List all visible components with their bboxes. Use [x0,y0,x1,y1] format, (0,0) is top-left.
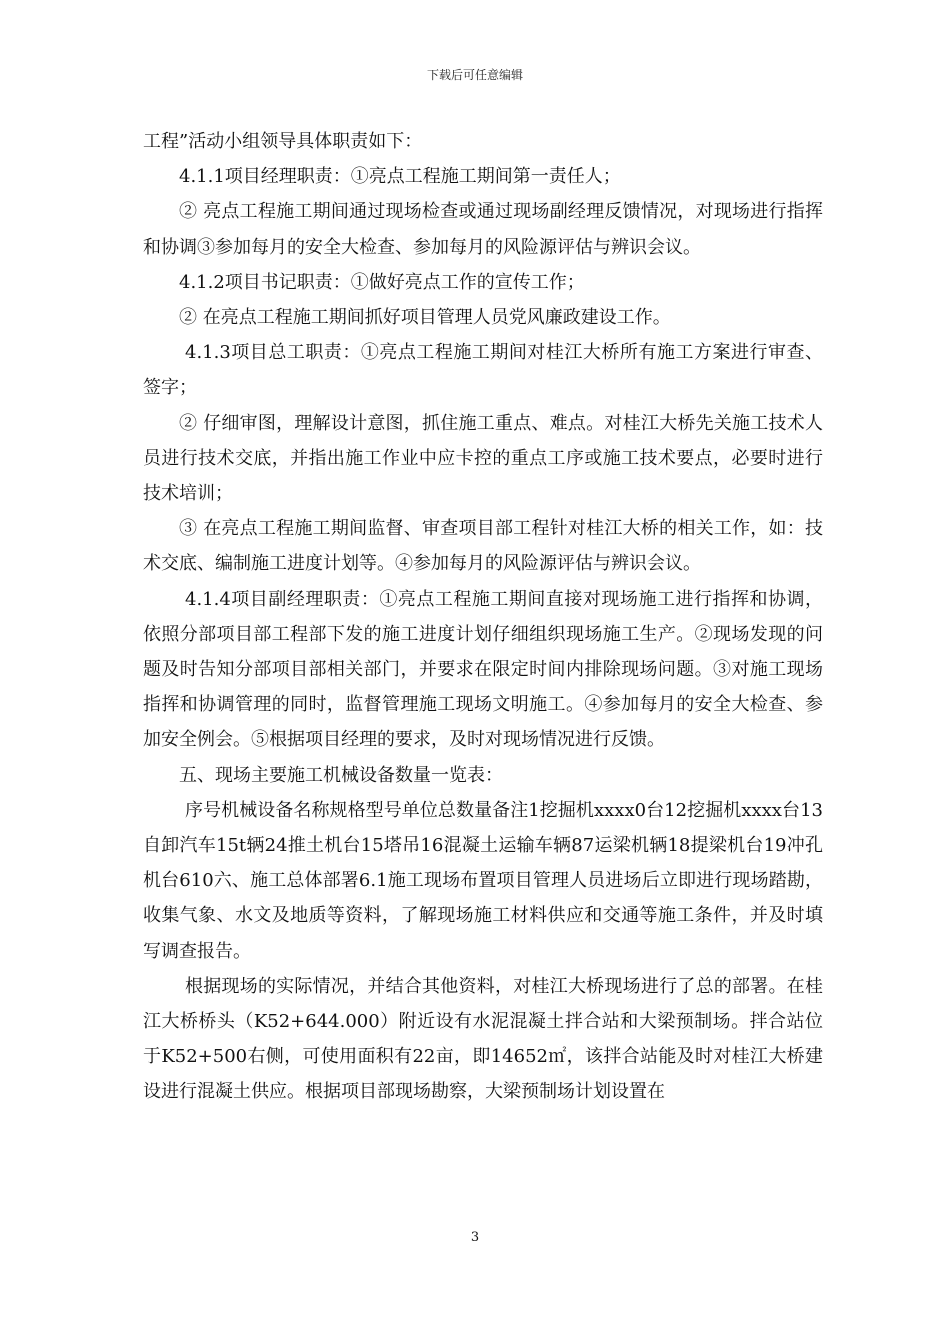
paragraph: 4.1.4项目副经理职责：①亮点工程施工期间直接对现场施工进行指挥和协调，依照分部项目部工程部下发的施工进度计划仔细组织现场施工生产。②现场发现的问题及时告知分部项目部相关部门，并要求在限定时间内排除现场问题。③对施工现场指挥和协调管理的同时，监督管理施工现场文明施工。④参加每月的安全大检查、参加安全例会。⑤根据项目经理的要求，及时对现场情况进行反馈。 [143,588,823,751]
paragraph: 根据现场的实际情况，并结合其他资料，对桂江大桥现场进行了总的部署。在桂江大桥桥头（K52+644.000）附近设有水泥混凝土拌合站和大梁预制场。拌合站位于K52+500右侧，可使用面积有22亩，即14652㎡，该拌合站能及时对桂江大桥建设进行混凝土供应。根据项目部现场勘察，大梁预制场计划设置在 [143,975,823,1103]
page-header: 下载后可任意编辑 [426,68,523,82]
paragraph: 4.1.3项目总工职责：①亮点工程施工期间对桂江大桥所有施工方案进行审查、签字； [143,342,823,399]
paragraph: 工程”活动小组领导具体职责如下： [143,131,423,152]
paragraph: 4.1.1项目经理职责：①亮点工程施工期间第一责任人； [179,166,621,188]
paragraph: ③ 在亮点工程施工期间监督、审查项目部工程针对桂江大桥的相关工作，如：技术交底、编制施工进度计划等。④参加每月的风险源评估与辨识会议。 [143,518,823,575]
paragraph: ② 在亮点工程施工期间抓好项目管理人员党风廉政建设工作。 [179,307,671,329]
paragraph: 序号机械设备名称规格型号单位总数量备注1挖掘机xxxx0台12挖掘机xxxx台13自卸汽车15t辆24推土机台15塔吊16混凝土运输车辆87运梁机辆18提梁机台19冲孔机台610六、施工总体部署6.1施工现场布置项目管理人员进场后立即进行现场踏勘，收集气象、水文及地质等资料，了解现场施工材料供应和交通等施工条件，并及时填写调查报告。 [143,799,823,962]
page-number: 3 [470,1230,480,1245]
paragraph: ② 亮点工程施工期间通过现场检查或通过现场副经理反馈情况，对现场进行指挥和协调③参加每月的安全大检查、参加每月的风险源评估与辨识会议。 [143,201,823,258]
paragraph: 4.1.2项目书记职责：①做好亮点工作的宣传工作； [179,271,585,293]
document-body [143,124,823,1110]
paragraph: ② 仔细审图，理解设计意图，抓住施工重点、难点。对桂江大桥先关施工技术人员进行技术交底，并指出施工作业中应卡控的重点工序或施工技术要点，必要时进行技术培训； [143,412,823,505]
section-heading: 五、现场主要施工机械设备数量一览表： [179,764,503,786]
